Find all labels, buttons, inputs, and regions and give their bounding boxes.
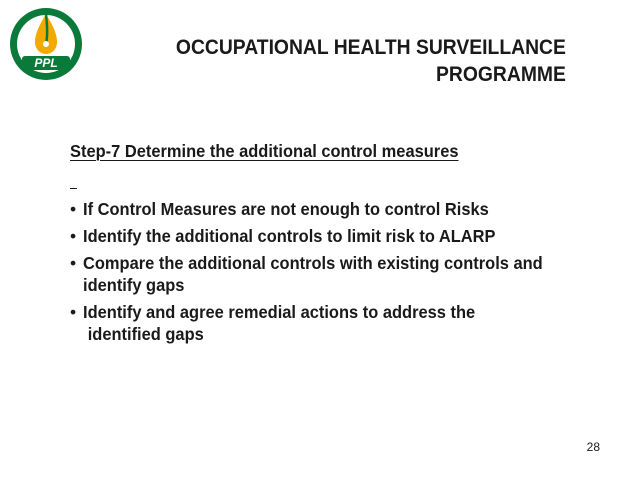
list-item [70,198,610,220]
slide-title [176,34,566,88]
bullet-marker: • [70,199,77,219]
logo-text: PPL [34,56,58,70]
underscore-mark [70,188,77,189]
list-item-continuation: identified gaps [87,324,204,344]
bullet-list [70,198,610,350]
list-item-text: If Control Measures are not enough to control Risks [83,199,489,219]
list-item-text: Compare the additional controls with existing controls and [83,253,543,273]
slide-title-line-2: PROGRAMME [436,63,566,86]
list-item-text: Identify the additional controls to limit risk to ALARP [83,226,496,246]
bullet-marker: • [70,302,77,322]
logo-drop-highlight [43,41,49,47]
bullet-marker: • [70,253,77,273]
step-heading: Step-7 Determine the additional control measures [70,141,459,161]
bullet-marker: • [70,226,77,246]
list-item [70,301,610,345]
page-number: 28 [586,440,600,454]
slide-title-line-1: OCCUPATIONAL HEALTH SURVEILLANCE [176,36,566,59]
ppl-logo-mark [8,6,84,82]
list-item [70,252,610,296]
list-item [70,225,610,247]
list-item-text: Identify and agree remedial actions to address the [83,302,476,322]
list-item-continuation: identify gaps [83,275,185,295]
logo-leaf-stroke [46,14,47,44]
ppl-logo [8,6,84,82]
